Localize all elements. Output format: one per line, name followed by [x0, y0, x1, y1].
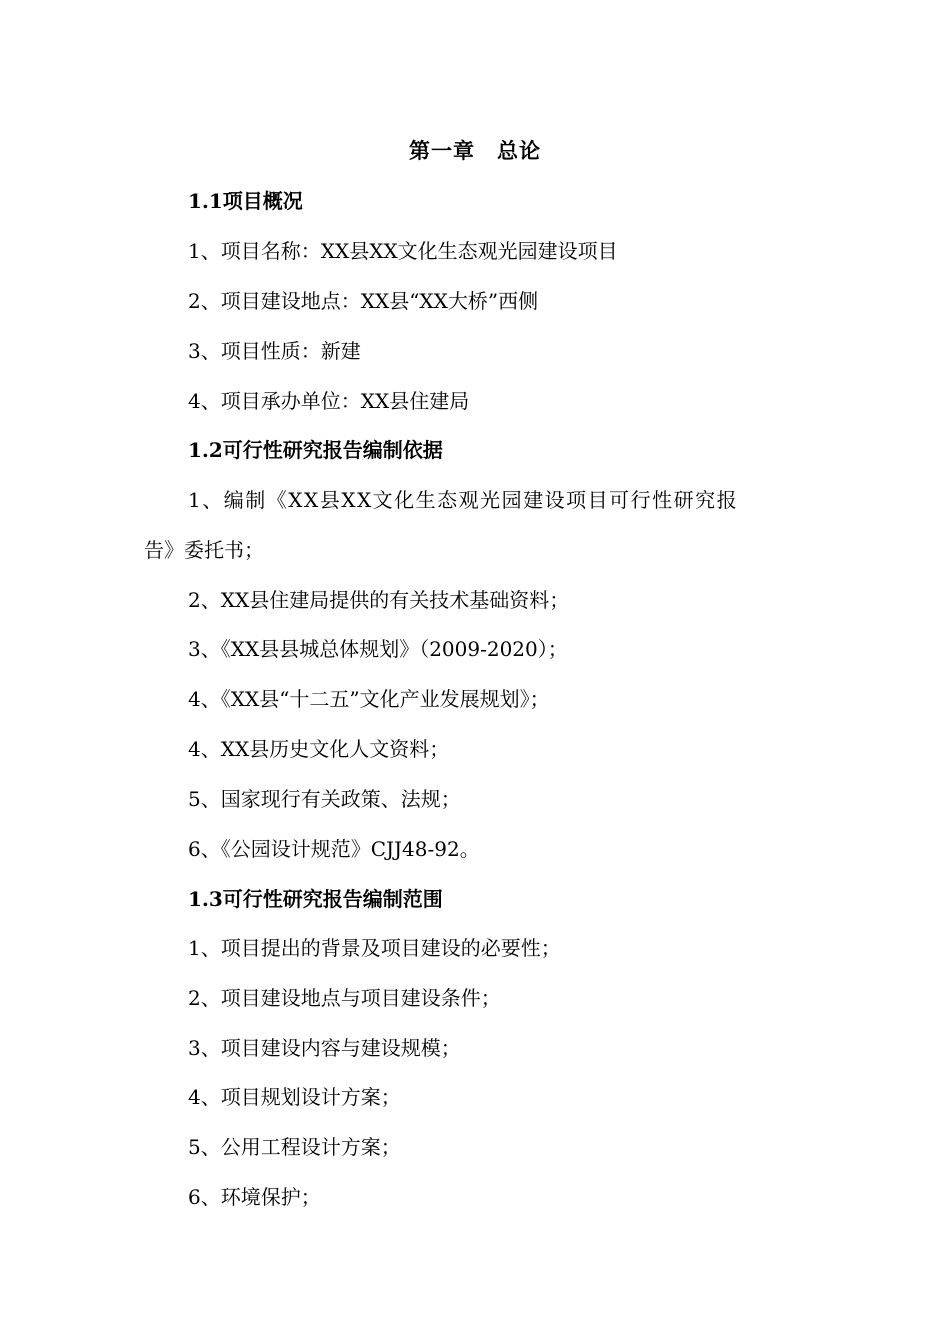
paragraph-scope-6: 6、环境保护； — [188, 1185, 321, 1209]
paragraph-basis-5: 5、国家现行有关政策、法规； — [188, 787, 461, 811]
section-heading-1-1: 1.1项目概况 — [188, 189, 303, 213]
paragraph-project-organizer: 4、项目承办单位：XX县住建局 — [188, 389, 470, 413]
paragraph-basis-4: 4、《XX县“十二五”文化产业发展规划》； — [188, 687, 550, 711]
paragraph-scope-2: 2、项目建设地点与项目建设条件； — [188, 986, 501, 1010]
paragraph-basis-6: 6、《公园设计规范》CJJ48-92。 — [188, 837, 480, 861]
paragraph-project-location: 2、项目建设地点：XX县“XX大桥”西侧 — [188, 289, 539, 313]
section-heading-1-3: 1.3可行性研究报告编制范围 — [188, 887, 443, 911]
paragraph-scope-4: 4、项目规划设计方案； — [188, 1085, 401, 1109]
paragraph-basis-4b: 4、XX县历史文化人文资料； — [188, 737, 450, 761]
paragraph-basis-2: 2、XX县住建局提供的有关技术基础资料； — [188, 588, 570, 612]
paragraph-basis-1: 1、编制《XX县XX文化生态观光园建设项目可行性研究报 — [188, 488, 739, 512]
paragraph-project-nature: 3、项目性质：新建 — [188, 339, 361, 363]
section-heading-1-2: 1.2可行性研究报告编制依据 — [188, 438, 443, 462]
paragraph-scope-1: 1、项目提出的背景及项目建设的必要性； — [188, 936, 561, 960]
paragraph-basis-3: 3、《XX县县城总体规划》（2009-2020）； — [188, 637, 568, 661]
paragraph-basis-1-continued: 告》委托书； — [144, 538, 264, 562]
paragraph-scope-3: 3、项目建设内容与建设规模； — [188, 1036, 461, 1060]
chapter-title: 第一章 总论 — [409, 138, 541, 163]
paragraph-project-name: 1、项目名称：XX县XX文化生态观光园建设项目 — [188, 239, 618, 263]
paragraph-scope-5: 5、公用工程设计方案； — [188, 1135, 401, 1159]
